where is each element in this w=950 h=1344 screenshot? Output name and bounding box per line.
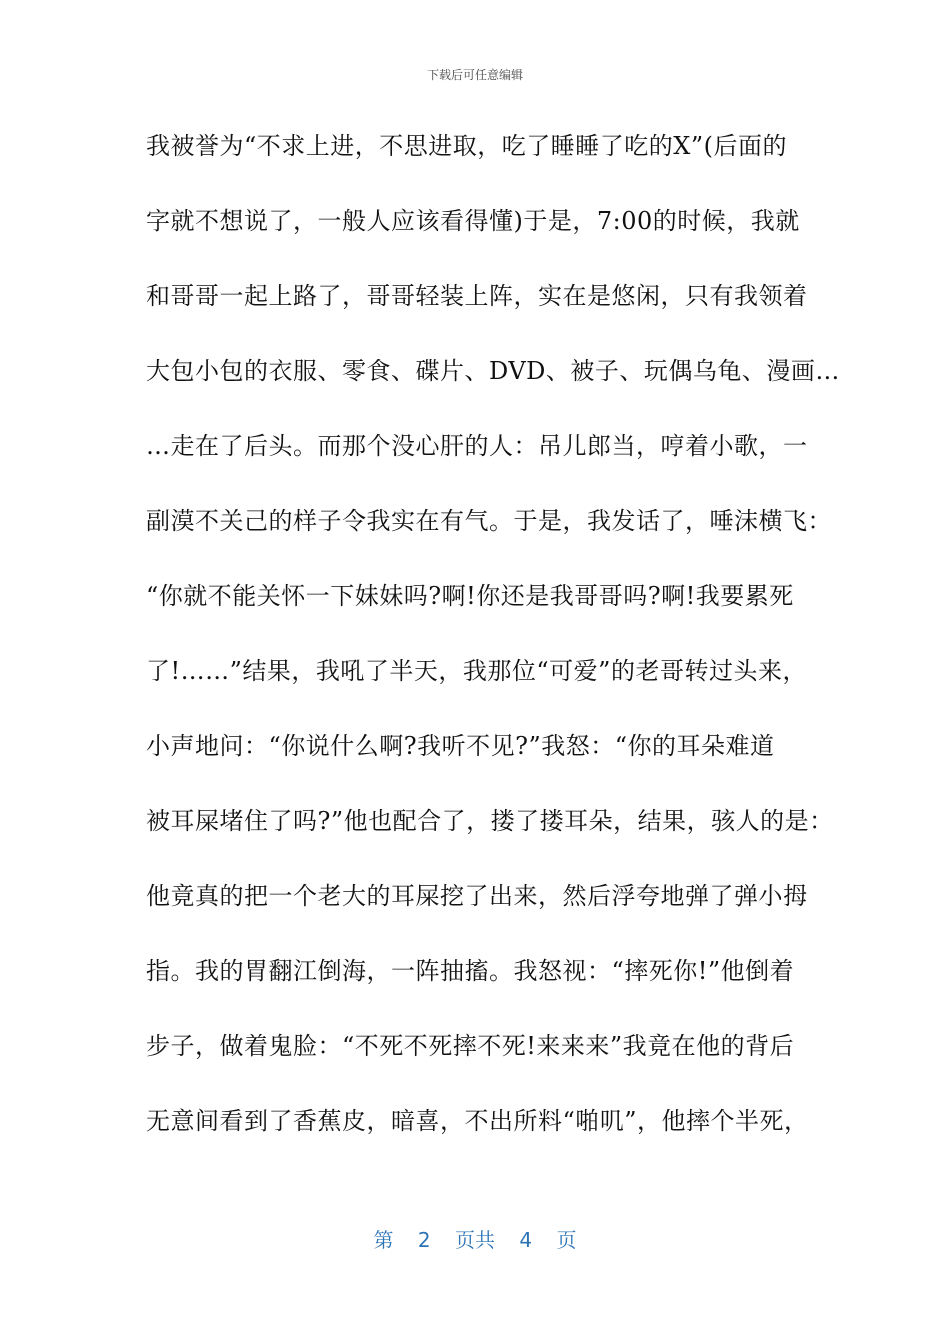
- footer-total-pages: 4: [519, 1228, 533, 1252]
- page-header: 下载后可任意编辑: [426, 68, 523, 82]
- text-line: 字就不想说了，一般人应该看得懂)于是，7:00的时候，我就: [146, 207, 800, 235]
- text-line: 被耳屎堵住了吗?”他也配合了，搂了搂耳朵，结果，骇人的是：: [146, 807, 834, 835]
- text-line: 步子，做着鬼脸：“不死不死摔不死!来来来”我竟在他的背后: [146, 1032, 795, 1060]
- footer-suffix: 页: [556, 1228, 577, 1252]
- text-line: 副漠不关己的样子令我实在有气。于是，我发话了，唾沫横飞：: [146, 507, 832, 535]
- text-line: 大包小包的衣服、零食、碟片、DVD、被子、玩偶乌龟、漫画…: [146, 357, 840, 385]
- text-line: 他竟真的把一个老大的耳屎挖了出来，然后浮夸地弹了弹小拇: [146, 882, 808, 910]
- footer-prefix: 第: [373, 1228, 394, 1252]
- footer-page-number: 2: [417, 1228, 431, 1252]
- text-line: 和哥哥一起上路了，哥哥轻装上阵，实在是悠闲，只有我领着: [146, 282, 808, 310]
- footer-middle: 页共: [455, 1228, 495, 1252]
- text-line: 指。我的胃翻江倒海，一阵抽搐。我怒视：“摔死你!”他倒着: [146, 957, 795, 985]
- text-line: 了!……”结果，我吼了半天，我那位“可爱”的老哥转过头来，: [146, 657, 807, 685]
- text-line: “你就不能关怀一下妹妹吗?啊!你还是我哥哥吗?啊!我要累死: [146, 582, 794, 610]
- page-footer: [0, 1224, 950, 1253]
- text-line: …走在了后头。而那个没心肝的人：吊儿郎当，哼着小歌，一: [146, 432, 808, 460]
- text-line: 小声地问：“你说什么啊?我听不见?”我怒：“你的耳朵难道: [146, 732, 775, 760]
- text-line: 无意间看到了香蕉皮，暗喜，不出所料“啪叽”，他摔个半死，: [146, 1107, 809, 1135]
- document-body: [146, 124, 840, 1174]
- text-line: 我被誉为“不求上进，不思进取，吃了睡睡了吃的X”(后面的: [146, 132, 787, 160]
